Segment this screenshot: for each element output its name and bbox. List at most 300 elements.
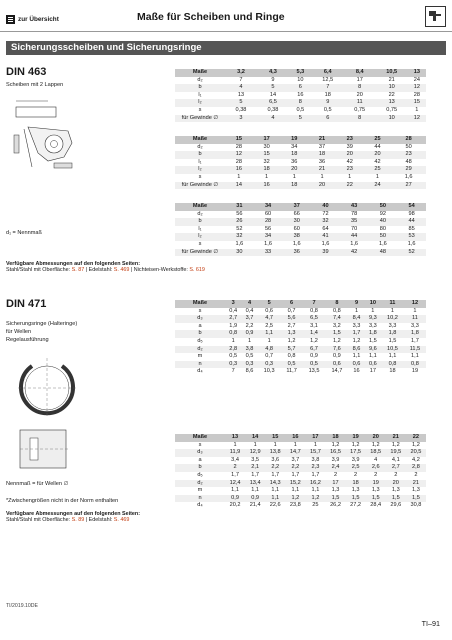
back-label: zur Übersicht: [18, 16, 59, 23]
table-cell: 22,6: [269, 502, 281, 509]
table-cell: 2,7: [225, 315, 241, 323]
row-label: m: [197, 487, 203, 494]
table-cell: 14: [245, 434, 265, 442]
table-cell: 17,5: [346, 449, 366, 457]
table-cell: 19: [346, 434, 366, 442]
table-cell: 0,38: [235, 106, 247, 113]
table-cell: 18: [325, 434, 345, 442]
din463-table-2: [175, 136, 426, 189]
table-cell: 1,5: [346, 495, 366, 503]
table-cell: 1,2: [371, 441, 380, 448]
table-row: [175, 218, 426, 226]
table-cell: 0,8: [333, 307, 341, 314]
table-cell: 5: [225, 99, 257, 107]
din463.tables.1-header-row: [175, 136, 426, 144]
table-cell: 2,1: [245, 464, 265, 472]
table-row: [175, 464, 426, 472]
row-label: d₂: [197, 143, 203, 150]
row-label: s: [198, 307, 202, 314]
fastener-logo-icon: [425, 6, 446, 27]
table-cell: 53: [397, 233, 426, 241]
row-label: d₅: [197, 471, 203, 478]
table-cell: 28: [413, 91, 420, 98]
row-label: l₂: [175, 233, 225, 241]
table-cell: 22: [336, 182, 364, 190]
table-cell: 1: [231, 337, 235, 344]
table-cell: 1,1: [388, 353, 397, 360]
table-cell: 17: [305, 434, 325, 442]
table-cell: 14: [269, 91, 277, 98]
table-cell: 23: [336, 136, 364, 144]
table-cell: 5: [258, 300, 281, 308]
table-cell: 2: [414, 471, 418, 478]
row-label: l₁: [198, 225, 202, 232]
table-cell: 6,7: [303, 346, 326, 354]
table-cell: 1: [313, 441, 317, 448]
table-cell: 1,3: [371, 487, 380, 494]
table-cell: 25: [364, 136, 392, 144]
table-cell: 0,6: [365, 361, 381, 369]
table-cell: 44: [340, 233, 369, 241]
table-row: [175, 346, 426, 354]
table-row: [175, 338, 426, 346]
table-cell: 2,6: [366, 464, 386, 472]
row-label: l₁: [198, 91, 202, 98]
table-cell: 3,1: [310, 322, 318, 329]
table-cell: 8: [344, 84, 376, 92]
table-cell: 30: [225, 249, 254, 257]
table-cell: 13,4: [245, 480, 265, 488]
table-cell: 18: [280, 151, 308, 159]
table-cell: 13,5: [308, 368, 320, 375]
table-cell: 20: [280, 166, 308, 174]
table-cell: 3,8: [241, 346, 257, 354]
table-cell: 30: [282, 218, 311, 226]
table-row: [175, 472, 426, 480]
din463-link-stahl[interactable]: S. 87: [71, 267, 85, 273]
table-cell: 3,3: [352, 322, 361, 329]
table-cell: 18: [389, 368, 396, 375]
table-cell: 8,6: [245, 368, 254, 375]
table-cell: 0,9: [241, 330, 257, 338]
table-cell: 41: [311, 233, 340, 241]
table-cell: 0,4: [245, 307, 254, 314]
table-cell: 14,7: [285, 449, 305, 457]
row-label: d₄: [197, 502, 203, 509]
table-cell: 1: [265, 173, 269, 180]
table-cell: 1: [390, 307, 395, 314]
table-cell: 16: [297, 91, 304, 98]
table-row: [175, 115, 426, 123]
row-label: l₂: [175, 99, 225, 107]
table-cell: 1,5: [325, 330, 348, 338]
table-cell: 3,3: [388, 322, 397, 329]
table-cell: 2,3: [305, 464, 325, 472]
table-cell: 21: [406, 480, 426, 488]
table-cell: 80: [379, 225, 386, 232]
table-cell: 1,1: [265, 495, 285, 503]
table-row: [175, 182, 426, 190]
table-cell: 12: [408, 115, 426, 123]
table-cell: 20: [364, 151, 392, 159]
table-cell: 11,9: [225, 449, 245, 457]
table-cell: 25: [364, 166, 392, 174]
table-cell: 1: [253, 441, 257, 448]
table-cell: 6,4: [312, 69, 344, 77]
table-cell: 16,5: [325, 449, 345, 457]
table-cell: 44: [374, 143, 381, 150]
page-title: Maße für Scheiben und Ringe: [137, 11, 285, 23]
table-cell: 20: [386, 480, 406, 488]
table-cell: 37: [318, 143, 326, 150]
table-cell: 1,7: [251, 471, 260, 478]
table-cell: 52: [236, 225, 243, 232]
table-cell: 9: [312, 99, 344, 107]
table-cell: 20,5: [406, 449, 426, 457]
table-row: [175, 315, 426, 323]
table-cell: 1,7: [411, 337, 419, 344]
table-cell: 8,4: [348, 315, 364, 323]
table-cell: 15,2: [285, 480, 305, 488]
table-cell: 13,8: [265, 449, 285, 457]
table-cell: 15: [408, 99, 426, 107]
table-cell: 12: [408, 84, 426, 92]
table-row: [175, 99, 426, 107]
table-cell: 2,8: [406, 464, 426, 472]
table-cell: 40: [311, 203, 340, 211]
table-cell: 1: [375, 173, 380, 180]
table-row: [175, 330, 426, 338]
row-label: d₂: [197, 210, 203, 217]
table-cell: 10,2: [381, 315, 404, 323]
table-cell: 1,8: [404, 330, 426, 338]
table-cell: 2,5: [346, 464, 366, 472]
table-cell: 11,5: [404, 346, 426, 354]
table-cell: 28: [254, 218, 283, 226]
table-cell: 7,6: [325, 346, 348, 354]
table-cell: 10: [376, 84, 408, 92]
table-cell: 3,6: [271, 456, 280, 463]
table-cell: 22: [388, 91, 395, 98]
table-cell: 4: [374, 456, 378, 463]
table-row: [175, 151, 426, 159]
table-cell: 1: [413, 307, 417, 314]
table-cell: 48: [405, 158, 412, 165]
table-cell: 1,2: [331, 441, 340, 448]
table-cell: 18: [280, 182, 308, 190]
table-cell: 0,5: [281, 361, 303, 369]
table-cell: 32: [263, 158, 270, 165]
table-cell: 19: [411, 368, 419, 375]
row-label: s: [198, 106, 202, 113]
row-label: n: [175, 361, 225, 369]
table-cell: 2: [225, 464, 245, 472]
row-label: l₂: [175, 166, 225, 174]
table-cell: 5,6: [281, 315, 303, 323]
table-cell: 0,3: [258, 361, 281, 369]
table-cell: 44: [397, 218, 426, 226]
table-cell: 21: [388, 76, 395, 83]
table-row: [175, 211, 426, 219]
table-cell: 11: [344, 99, 376, 107]
table-cell: 1,4: [303, 330, 326, 338]
din471-avail-text: Stahl/Stahl mit Oberfläche:: [6, 517, 72, 523]
overview-icon: [6, 15, 15, 24]
table-cell: 1,7: [231, 471, 239, 478]
table-cell: 10,5: [376, 69, 408, 77]
table-cell: 1,5: [325, 495, 345, 503]
table-cell: 72: [322, 210, 329, 217]
din463-sep1: | Edelstahl:: [84, 267, 114, 273]
row-label: l₁: [198, 158, 202, 165]
table-cell: 21: [386, 434, 406, 442]
table-cell: 1: [292, 173, 296, 180]
table-cell: 39: [346, 143, 353, 150]
table-cell: 3: [225, 300, 241, 308]
table-cell: 0,7: [287, 307, 296, 314]
table-cell: 0,8: [310, 307, 318, 314]
table-cell: 31: [225, 203, 254, 211]
row-label: b: [175, 330, 225, 338]
table-cell: 15: [253, 151, 281, 159]
row-label: b: [175, 464, 225, 472]
table-cell: 3,9: [331, 456, 340, 463]
table-cell: 1,6: [264, 240, 272, 247]
page-number: TI–91: [421, 619, 440, 628]
table-cell: 16: [225, 166, 253, 174]
din471-avail-title: Verfügbare Abmessungen auf den folgenden Seiten:: [6, 511, 140, 517]
row-label: d₂: [197, 76, 203, 83]
table-row: [175, 174, 426, 182]
din463-link-edelstahl[interactable]: S. 469: [113, 267, 130, 273]
table-cell: 17: [253, 136, 281, 144]
table-cell: 21,4: [249, 502, 261, 509]
row-label: m: [197, 353, 203, 360]
table-cell: 0,6: [348, 361, 364, 369]
table-cell: 34: [291, 143, 298, 150]
table-row: [175, 495, 426, 503]
table-cell: 56: [264, 225, 272, 232]
table-cell: 4: [241, 300, 257, 308]
table-cell: 1,1: [291, 487, 300, 494]
table-cell: 15: [265, 434, 285, 442]
table-cell: 2,8: [225, 346, 241, 354]
row-label: a: [198, 322, 202, 329]
table-cell: 20,2: [229, 502, 241, 509]
din471-availability: [6, 511, 140, 523]
table-cell: 39: [311, 249, 340, 257]
table-cell: 1,1: [352, 353, 361, 360]
din471-sep1: | Edelstahl:: [84, 517, 114, 523]
table-row: [175, 249, 426, 257]
table-cell: 3,5: [251, 456, 260, 463]
din471-desc-1: Sicherungsringe (Halteringe): [6, 321, 78, 327]
table-cell: 1,6: [235, 240, 244, 247]
table-row: [175, 166, 426, 174]
table-cell: 10: [297, 76, 304, 83]
table-cell: 3,9: [351, 456, 360, 463]
table-cell: 56: [236, 210, 243, 217]
table-cell: 36: [318, 158, 326, 165]
table-cell: 10: [376, 115, 408, 123]
table-cell: 85: [408, 225, 415, 232]
table-cell: 1,2: [412, 441, 420, 448]
table-cell: 32: [225, 233, 254, 241]
table-cell: 2,7: [287, 322, 296, 329]
table-cell: 1,6: [407, 240, 416, 247]
table-cell: 0,6: [325, 361, 348, 369]
table-cell: 19,5: [386, 449, 406, 457]
table-cell: 20: [308, 182, 336, 190]
table-cell: 0,5: [303, 361, 326, 369]
table-cell: 27: [391, 182, 426, 190]
table-cell: 2,7: [386, 464, 406, 472]
table-cell: 1,2: [391, 441, 400, 448]
table-cell: 1,8: [365, 330, 381, 338]
table-cell: 5: [289, 115, 312, 123]
table-cell: 21: [308, 166, 336, 174]
table-cell: 17: [369, 368, 376, 375]
table-cell: 13: [237, 91, 245, 98]
table-cell: 12,4: [225, 480, 245, 488]
back-to-overview-link[interactable]: [6, 15, 59, 24]
table-cell: 98: [408, 210, 415, 217]
table-cell: 24: [413, 76, 420, 83]
table-cell: 8: [325, 300, 348, 308]
table-cell: 1,1: [311, 487, 320, 494]
table-cell: 27,2: [350, 502, 362, 509]
table-cell: 20: [356, 91, 363, 98]
din471.tables.0-header-row: [175, 300, 426, 308]
row-label: d₃: [175, 315, 225, 323]
table-cell: 26,2: [330, 502, 341, 509]
table-cell: 4,7: [258, 315, 281, 323]
table-cell: 20: [366, 434, 386, 442]
table-cell: 0,9: [245, 495, 265, 503]
section-title: Sicherungsscheiben und Sicherungsringe: [6, 41, 446, 55]
table-cell: 28: [235, 158, 242, 165]
table-cell: 6,5: [303, 315, 326, 323]
table-cell: 1,7: [311, 471, 320, 478]
table-cell: 0,8: [381, 361, 404, 369]
table-cell: 3,3: [368, 322, 377, 329]
din463-avail-title: Verfügbare Abmessungen auf den folgenden Seiten:: [6, 261, 140, 267]
table-cell: 50: [369, 203, 398, 211]
table-cell: 12: [404, 300, 426, 308]
table-cell: 3,8: [311, 456, 320, 463]
table-cell: 1,3: [331, 487, 340, 494]
table-cell: 2,4: [325, 464, 345, 472]
table-cell: 1,1: [271, 487, 280, 494]
table-cell: 28: [391, 136, 426, 144]
table-cell: 2,2: [265, 464, 285, 472]
din463-table-3: [175, 203, 426, 256]
table-row: [175, 233, 426, 241]
din471-link-stahl[interactable]: S. 89: [71, 517, 85, 523]
table-cell: 30: [263, 143, 270, 150]
table-cell: 8,6: [348, 346, 364, 354]
table-cell: 1: [348, 173, 352, 180]
footer-code: TI/2019.10DE: [6, 603, 39, 609]
table-cell: 9,6: [365, 346, 381, 354]
table-cell: 54: [397, 203, 426, 211]
row-label: für Gewinde ∅: [175, 115, 225, 123]
din463-desc: Scheiben mit 2 Lappen: [6, 82, 64, 88]
table-cell: 0,8: [287, 353, 296, 360]
table-cell: 1,5: [388, 337, 397, 344]
table-row: [175, 144, 426, 152]
row-label: d₂: [175, 480, 225, 488]
table-cell: 19: [280, 136, 308, 144]
table-cell: 1,3: [391, 487, 400, 494]
table-cell: 0,5: [229, 353, 238, 360]
table-row: [175, 107, 426, 115]
din471.tables.1-header-row: [175, 434, 426, 442]
table-cell: 1,7: [291, 471, 300, 478]
table-cell: 17: [325, 480, 345, 488]
table-cell: 1,2: [285, 495, 305, 503]
table-cell: 1: [320, 173, 324, 180]
row-label: Maße: [175, 203, 225, 211]
table-cell: 16: [353, 368, 360, 375]
table-cell: 43: [340, 203, 369, 211]
table-cell: 1,8: [381, 330, 404, 338]
row-label: d₅: [197, 337, 203, 344]
table-cell: 14,7: [331, 368, 343, 375]
din463-table-1: [175, 69, 426, 122]
table-cell: 18: [308, 151, 336, 159]
row-label: s: [198, 173, 202, 180]
table-cell: 14: [225, 182, 253, 190]
din471-table-1: [175, 300, 426, 376]
table-cell: 9: [348, 300, 364, 308]
table-cell: 1: [415, 106, 419, 113]
din463-drawing: [8, 97, 88, 177]
table-cell: 1,2: [305, 495, 325, 503]
din471-table-2: [175, 434, 426, 510]
table-cell: 12: [225, 151, 253, 159]
din463-code: DIN 463: [6, 66, 47, 78]
table-cell: 70: [351, 225, 358, 232]
table-cell: 1: [273, 441, 277, 448]
table-cell: 34: [254, 203, 283, 211]
din471-link-edelstahl[interactable]: S. 469: [113, 517, 130, 523]
table-cell: 12,5: [322, 76, 334, 83]
table-cell: 34: [254, 233, 283, 241]
table-cell: 7: [312, 84, 344, 92]
table-cell: 10,5: [381, 346, 404, 354]
table-cell: 16: [285, 434, 305, 442]
table-cell: 7,4: [325, 315, 348, 323]
table-cell: 64: [322, 225, 329, 232]
table-row: [175, 449, 426, 457]
table-cell: 1,6: [350, 240, 359, 247]
table-cell: 3,3: [411, 322, 419, 329]
table-cell: 1,5: [368, 337, 377, 344]
table-cell: 7: [231, 368, 235, 375]
din471-nennmass-note: Nennmaß = für Wellen ∅: [6, 481, 69, 487]
table-cell: 1: [247, 337, 252, 344]
table-cell: 0,9: [225, 495, 245, 503]
table-cell: 24: [364, 182, 392, 190]
din463-link-nichteisen[interactable]: S. 619: [189, 267, 205, 273]
table-cell: 18,5: [366, 449, 386, 457]
table-cell: 0,6: [265, 307, 274, 314]
table-cell: 42: [340, 249, 369, 257]
table-cell: 32: [311, 218, 340, 226]
table-cell: 1,2: [351, 441, 360, 448]
table-cell: 13: [225, 434, 245, 442]
